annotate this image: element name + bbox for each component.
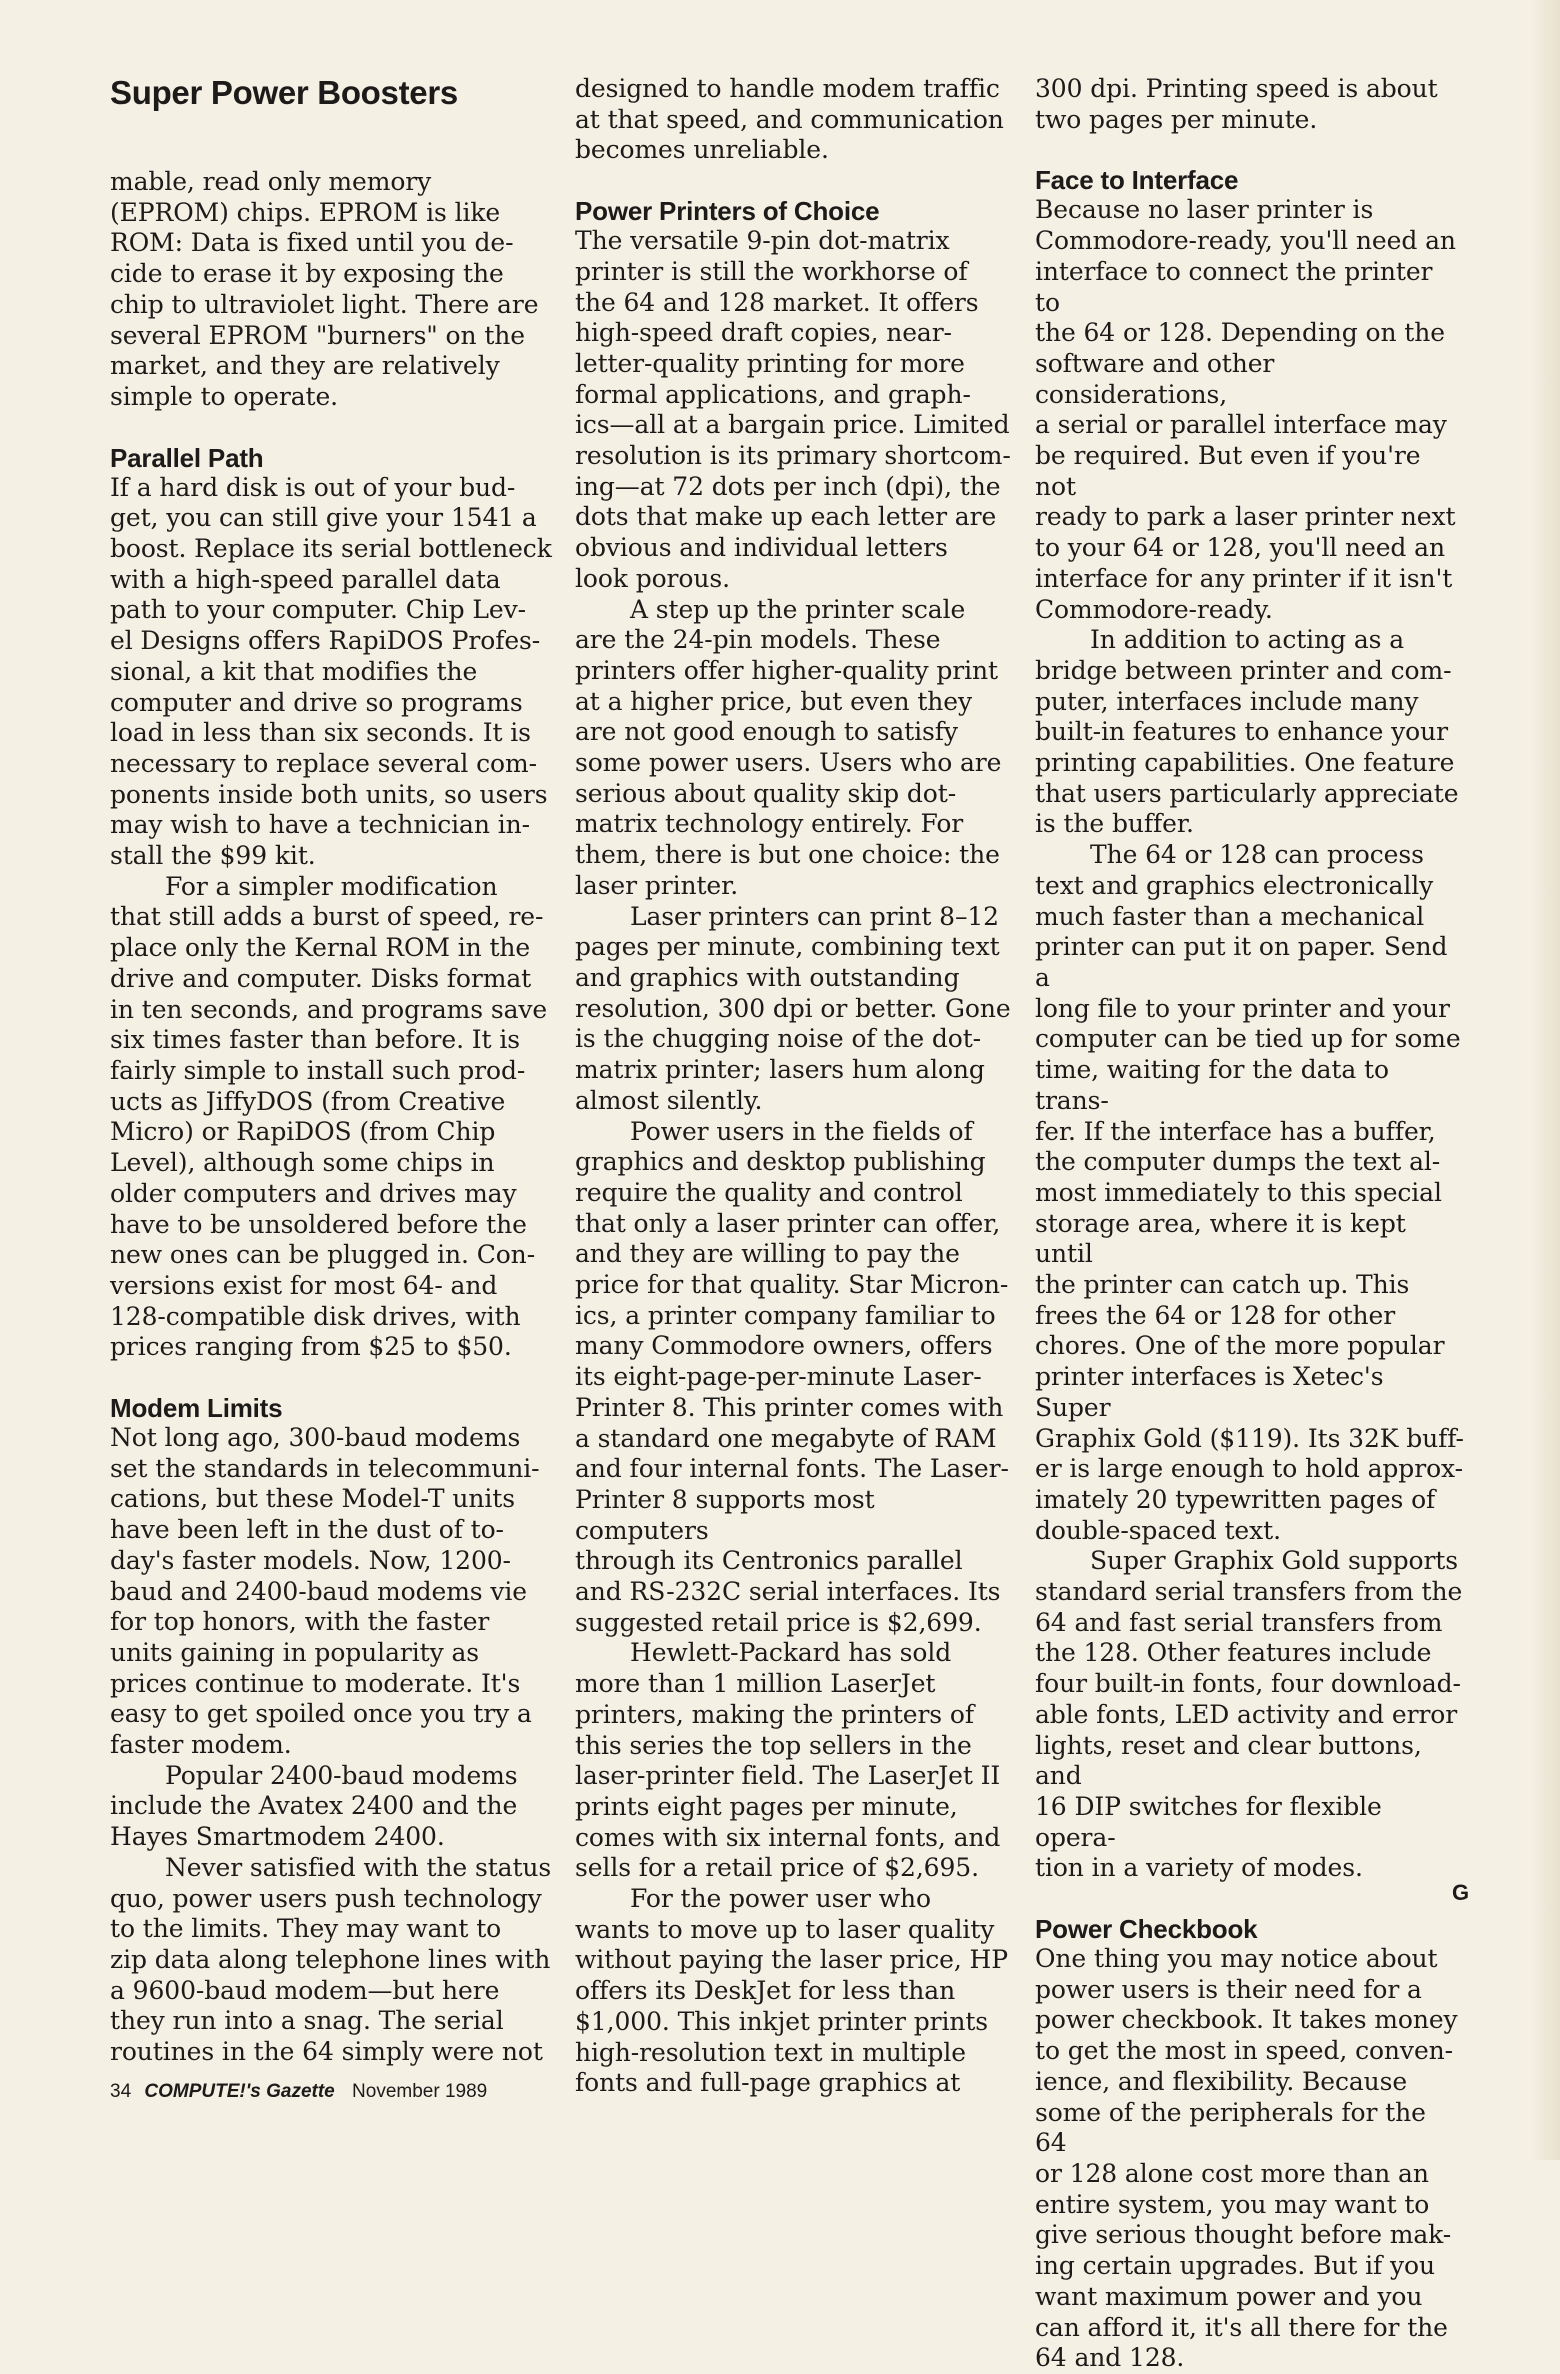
paragraph: Because no laser printer is Commodore-ready, you'll need an interface to connect the printer to the 64 or 128. Depending on the software and other considerations, a serial or parallel interface may be required. But even if you're not ready to park a laser printer next to your 64 or 128, you'll need an interface for any printer if it isn't Commodore-ready. — [1035, 195, 1456, 624]
paragraph: 300 dpi. Printing speed is about two pages per minute. — [1035, 74, 1438, 134]
paragraph: Popular 2400-baud modems include the Avatex 2400 and the Hayes Smartmodem 2400. — [110, 1760, 518, 1852]
section-heading-power-checkbook: Power Checkbook — [1035, 1914, 1258, 1945]
paragraph: For a simpler modification that still adds a burst of speed, re- place only the Kernal ROM in the drive and computer. Disks format in ten seconds, and programs save six times faster than before. It is fairly simple to install such prod- ucts as JiffyDOS (from Creative Micro) or RapiDOS (from Chip Level), although some chips in older computers and drives may have to be unsoldered before the new ones can be plugged in. Con- versions exist for most 64- and 128-compatible disk drives, with prices ranging from $25 to $50. — [110, 871, 548, 1362]
paragraph: designed to handle modem traffic at that speed, and communication becomes unreliable. — [575, 74, 1004, 165]
paragraph: In addition to acting as a bridge between printer and com- puter, interfaces include many built-in features to enhance your printing capabilities. One feature that users particularly appreciate is the buffer. — [1035, 625, 1459, 839]
column-2 — [575, 74, 1015, 2099]
article-title: Super Power Boosters — [110, 74, 458, 111]
paragraph: One thing you may notice about power users is their need for a power checkbook. It takes money to get the most in speed, conven- ience, and flexibility. Because some of the peripherals for the 64 or 128 alone cost more than an entire system, you may want to give serious thought before mak- ing certain upgrades. But if you want maximum power and you can afford it, it's all there for the 64 and 128. — [1035, 1944, 1458, 2373]
section-heading-face-to-interface: Face to Interface — [1035, 165, 1239, 196]
column-1 — [110, 68, 555, 2068]
paragraph: Power users in the fields of graphics and desktop publishing require the quality and control that only a laser printer can offer, and they are willing to pay the price for that quality. Star Micron- ics, a printer company familiar to many Commodore owners, offers its eight-page-per-minute Laser- Printer 8. This printer comes with a standard one megabyte of RAM and four internal fonts. The Laser- Printer 8 supports most computers through its Centronics parallel and RS-232C serial interfaces. Its suggested retail price is $2,699. — [575, 1116, 1009, 1637]
paragraph: Super Graphix Gold supports standard serial transfers from the 64 and fast serial transfers from the 128. Other features include four built-in fonts, four download- able fonts, LED activity and error lights, reset and clear buttons, and 16 DIP switches for flexible opera- tion in a variety of modes. — [1035, 1546, 1463, 1883]
page-edge-shading — [1530, 0, 1560, 2160]
paragraph: If a hard disk is out of your bud- get, you can still give your 1541 a boost. Replace its serial bottleneck with a high-speed parallel data path to your computer. Chip Lev- el Designs offers RapiDOS Profes- sional, a kit that modifies the computer and drive so programs load in less than six seconds. It is necessary to replace several com- ponents inside both units, so users may wish to have a technician in- stall the $99 kit. — [110, 472, 552, 871]
page-footer — [110, 2081, 487, 2103]
paragraph: For the power user who wants to move up to laser quality without paying the laser price, HP offers its DeskJet for less than $1,000. This inkjet printer prints high-resolution text in multiple fonts and full-page graphics at — [575, 1884, 1008, 2098]
publication-name: COMPUTE!'s Gazette — [144, 2081, 335, 2102]
paragraph: A step up the printer scale are the 24-pin models. These printers offer higher-quality print at a higher price, but even they are not good enough to satisfy some power users. Users who are serious about quality skip dot- matrix technology entirely. For them, there is but one choice: the laser printer. — [575, 594, 1002, 900]
issue-date: November 1989 — [352, 2081, 488, 2102]
column-3 — [1035, 74, 1465, 2374]
section-heading-parallel-path: Parallel Path — [110, 442, 264, 473]
paragraph: Hewlett-Packard has sold more than 1 million LaserJet printers, making the printers of this series the top sellers in the laser-printer field. The LaserJet II prints eight pages per minute, comes with six internal fonts, and sells for a retail price of $2,695. — [575, 1638, 1001, 1883]
end-of-article-mark: G — [1452, 1880, 1470, 1905]
paragraph: Never satisfied with the status quo, power users push technology to the limits. They may want to zip data along telephone lines with a 9600-baud modem—but here they run into a snag. The serial routines in the 64 simply were not — [110, 1852, 552, 2067]
paragraph: The 64 or 128 can process text and graphics electronically much faster than a mechanical printer can put it on paper. Send a long file to your printer and your computer can be tied up for some time, waiting for the data to trans- fer. If the interface has a buffer, the computer dumps the text al- most immediately to this special storage area, where it is kept until the printer can catch up. This frees the 64 or 128 for other chores. One of the more popular printer interfaces is Xetec's Super Graphix Gold ($119). Its 32K buff- er is large enough to hold approx- imately 20 typewritten pages of double-spaced text. — [1035, 840, 1464, 1545]
paragraph: Laser printers can print 8–12 pages per minute, combining text and graphics with outstanding resolution, 300 dpi or better. Gone is the chugging noise of the dot- matrix printer; lasers hum along almost silently. — [575, 901, 1011, 1115]
section-heading-modem-limits: Modem Limits — [110, 1393, 283, 1424]
paragraph: Not long ago, 300-baud modems set the standards in telecommuni- cations, but these Model-T units have been left in the dust of to- day's faster models. Now, 1200- baud and 2400-baud modems vie for top honors, with the faster units gaining in popularity as prices continue to moderate. It's easy to get spoiled once you try a faster modem. — [110, 1423, 540, 1760]
paragraph: mable, read only memory (EPROM) chips. EPROM is like ROM: Data is fixed until you de- cide to erase it by exposing the chip to ultraviolet light. There are several EPROM "burners" on the market, and they are relatively simple to operate. — [110, 167, 539, 411]
paragraph: The versatile 9-pin dot-matrix printer is still the workhorse of the 64 and 128 market. It offers high-speed draft copies, near- letter-quality printing for more formal applications, and graph- ics—all at a bargain price. Limited resolution is its primary shortcom- ing—at 72 dots per inch (dpi), the dots that make up each letter are obvious and individual letters look porous. — [575, 226, 1011, 593]
section-heading-power-printers: Power Printers of Choice — [575, 196, 880, 227]
page-number: 34 — [110, 2081, 132, 2102]
